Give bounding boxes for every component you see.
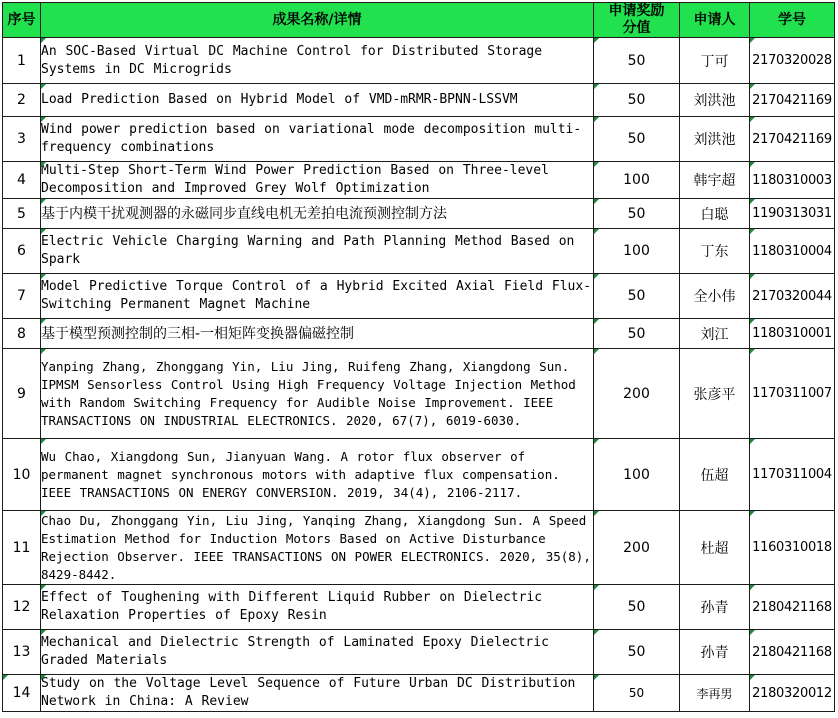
row-award-value[interactable]: 50 (594, 630, 680, 675)
row-award-value[interactable]: 50 (594, 199, 680, 229)
row-award-value[interactable]: 50 (594, 84, 680, 117)
table-row (3, 630, 835, 675)
row-index[interactable]: 13 (3, 630, 41, 675)
row-index[interactable]: 9 (3, 349, 41, 439)
row-title[interactable]: Multi-Step Short-Term Wind Power Prediction Based on Three-level Decomposition and Improved Grey Wolf Optimization (41, 162, 594, 199)
table-row (3, 229, 835, 274)
row-applicant[interactable]: 孙青 (680, 630, 750, 675)
row-student-id[interactable]: 1160310018 (750, 511, 835, 585)
row-student-id[interactable]: 2170320044 (750, 274, 835, 319)
row-award-value[interactable]: 50 (594, 585, 680, 630)
table-row (3, 38, 835, 84)
table-row (3, 511, 835, 585)
table-row (3, 439, 835, 511)
row-applicant[interactable]: 伍超 (680, 439, 750, 511)
row-index[interactable]: 5 (3, 199, 41, 229)
header-applicant[interactable]: 申请人 (680, 3, 750, 38)
row-award-value[interactable]: 100 (594, 439, 680, 511)
table-row (3, 84, 835, 117)
row-student-id[interactable]: 1180310004 (750, 229, 835, 274)
row-index[interactable]: 8 (3, 319, 41, 349)
row-award-value[interactable]: 50 (594, 675, 680, 712)
header-index[interactable]: 序号 (3, 3, 41, 38)
row-student-id[interactable]: 2180320012 (750, 675, 835, 712)
table-row (3, 199, 835, 229)
row-title[interactable]: Study on the Voltage Level Sequence of Future Urban DC Distribution Network in China: A Review (41, 675, 594, 712)
row-title[interactable]: Electric Vehicle Charging Warning and Path Planning Method Based on Spark (41, 229, 594, 274)
table-row (3, 349, 835, 439)
row-student-id[interactable]: 1170311007 (750, 349, 835, 439)
row-student-id[interactable]: 1170311004 (750, 439, 835, 511)
header-award-value[interactable] (594, 3, 680, 38)
row-index[interactable]: 14 (3, 675, 41, 712)
row-index[interactable]: 6 (3, 229, 41, 274)
row-index[interactable]: 12 (3, 585, 41, 630)
row-applicant[interactable]: 全小伟 (680, 274, 750, 319)
header-student-id[interactable]: 学号 (750, 3, 835, 38)
row-title[interactable]: An SOC-Based Virtual DC Machine Control for Distributed Storage Systems in DC Microgrids (41, 38, 594, 84)
row-award-value[interactable]: 100 (594, 229, 680, 274)
row-applicant[interactable]: 张彦平 (680, 349, 750, 439)
row-applicant[interactable]: 丁可 (680, 38, 750, 84)
achievements-table (2, 2, 835, 712)
row-applicant[interactable]: 丁东 (680, 229, 750, 274)
row-applicant[interactable]: 刘洪池 (680, 117, 750, 162)
row-index[interactable]: 11 (3, 511, 41, 585)
row-student-id[interactable]: 2170421169 (750, 117, 835, 162)
header-award-line1: 申请奖励 (608, 3, 665, 19)
row-award-value[interactable]: 50 (594, 274, 680, 319)
row-award-value[interactable]: 50 (594, 319, 680, 349)
table-row (3, 162, 835, 199)
row-award-value[interactable]: 50 (594, 38, 680, 84)
row-title[interactable]: 基于内模干扰观测器的永磁同步直线电机无差拍电流预测控制方法 (41, 199, 594, 229)
row-title[interactable]: Mechanical and Dielectric Strength of Laminated Epoxy Dielectric Graded Materials (41, 630, 594, 675)
row-index[interactable]: 7 (3, 274, 41, 319)
row-title[interactable]: Wu Chao, Xiangdong Sun, Jianyuan Wang. A rotor flux observer of permanent magnet synchronous motors with adaptive flux compensation. IEEE TRANSACTIONS ON ENERGY CONVERSION. 2019, 34(4), 2106-2117. (41, 439, 594, 511)
row-applicant[interactable]: 韩宇超 (680, 162, 750, 199)
row-title[interactable]: Load Prediction Based on Hybrid Model of VMD-mRMR-BPNN-LSSVM (41, 84, 594, 117)
row-student-id[interactable]: 2180421168 (750, 630, 835, 675)
table-row (3, 675, 835, 712)
table-row (3, 274, 835, 319)
row-student-id[interactable]: 2180421168 (750, 585, 835, 630)
row-student-id[interactable]: 1180310001 (750, 319, 835, 349)
row-award-value[interactable]: 200 (594, 349, 680, 439)
row-award-value[interactable]: 100 (594, 162, 680, 199)
row-applicant[interactable]: 刘江 (680, 319, 750, 349)
header-title[interactable]: 成果名称/详情 (41, 3, 594, 38)
table-row (3, 117, 835, 162)
row-title[interactable]: Yanping Zhang, Zhonggang Yin, Liu Jing, Ruifeng Zhang, Xiangdong Sun. IPMSM Sensorless Control Using High Frequency Voltage Injection Method with Random Switching Frequency for Audible Noise Improvement. IEEE TRANSACTIONS ON INDUSTRIAL ELECTRONICS. 2020, 67(7), 6019-6030. (41, 349, 594, 439)
row-student-id[interactable]: 1180310003 (750, 162, 835, 199)
table-row (3, 319, 835, 349)
row-title[interactable]: Wind power prediction based on variational mode decomposition multi-frequency combinations (41, 117, 594, 162)
row-student-id[interactable]: 2170320028 (750, 38, 835, 84)
row-index[interactable]: 4 (3, 162, 41, 199)
header-award-line2: 分值 (622, 20, 651, 36)
row-index[interactable]: 1 (3, 38, 41, 84)
row-applicant[interactable]: 孙青 (680, 585, 750, 630)
row-title[interactable]: Chao Du, Zhonggang Yin, Liu Jing, Yanqing Zhang, Xiangdong Sun. A Speed Estimation Method for Induction Motors Based on Active Disturbance Rejection Observer. IEEE TRANSACTIONS ON POWER ELECTRONICS. 2020, 35(8), 8429-8442. (41, 511, 594, 585)
row-student-id[interactable]: 1190313031 (750, 199, 835, 229)
row-student-id[interactable]: 2170421169 (750, 84, 835, 117)
row-index[interactable]: 3 (3, 117, 41, 162)
row-index[interactable]: 2 (3, 84, 41, 117)
row-award-value[interactable]: 200 (594, 511, 680, 585)
row-applicant[interactable]: 白聪 (680, 199, 750, 229)
row-title[interactable]: Effect of Toughening with Different Liquid Rubber on Dielectric Relaxation Properties of Epoxy Resin (41, 585, 594, 630)
table-row (3, 585, 835, 630)
row-title[interactable]: Model Predictive Torque Control of a Hybrid Excited Axial Field Flux-Switching Permanent Magnet Machine (41, 274, 594, 319)
row-applicant[interactable]: 刘洪池 (680, 84, 750, 117)
row-applicant[interactable]: 李再男 (680, 675, 750, 712)
row-award-value[interactable]: 50 (594, 117, 680, 162)
row-index[interactable]: 10 (3, 439, 41, 511)
row-title[interactable]: 基于模型预测控制的三相-一相矩阵变换器偏磁控制 (41, 319, 594, 349)
header-row (3, 3, 835, 38)
row-applicant[interactable]: 杜超 (680, 511, 750, 585)
